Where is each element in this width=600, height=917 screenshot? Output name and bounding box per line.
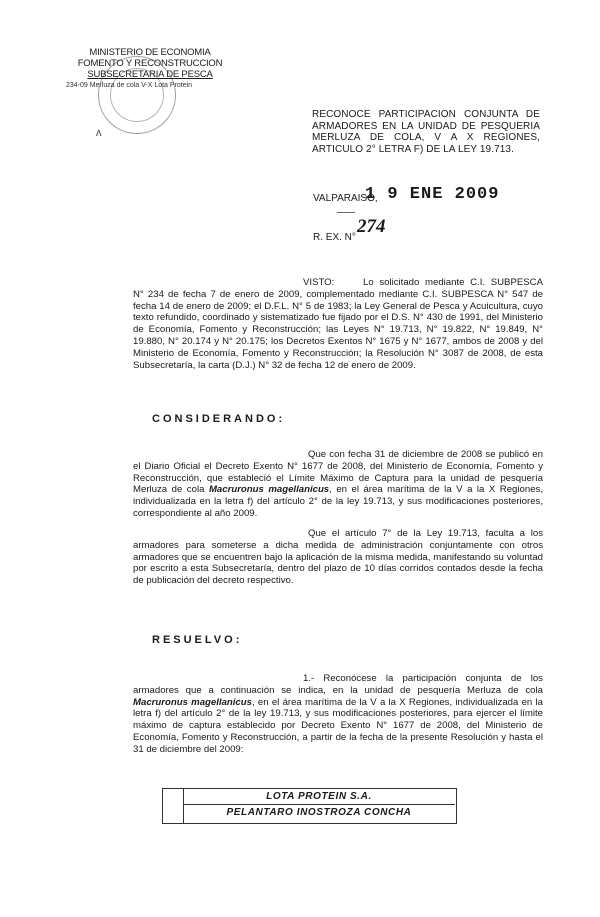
undersecretariat-name: SUBSECRETARIA DE PESCA [87,69,213,80]
ministry-letterhead [70,47,230,80]
visto-text: SUBPESCA N° 234 de fecha 7 de enero de 2009, complementado mediante C.I. SUBPESCA N° 547 de fecha 14 de enero de 2009; el D.F.L. N° 5 de 1983; la Ley General de Pesca y Acuicultura, cuyo texto refundido, coordinado y sistematizado fue fijado por el D.S. N° 430 de 1991, del Ministerio de Economía, Fomento y Reconstrucción; las Leyes N° 19.713, N° 19.822, N° 19.849, N° 19.880, N° 20.174 y N° 20.175; los Decretos Exentos N° 1675 y N° 1677, ambos de 2008 y del Ministerio de Economía, Fomento y Reconstrucción; la Resolución N° 3087 de 2008, de esta Subsecretaría, la carta (D.J.) N° 32 de fecha 12 de enero de 2009. [133,277,543,371]
resolution-label: R. EX. N° [313,232,356,243]
considerando-p2-lead: Que el artículo 7° de la Ley 19.713, faculta a [308,528,525,539]
considerando-paragraph-1 [133,449,543,520]
stamp-dash [337,212,355,213]
company-row: LOTA PROTEIN S.A. [266,791,372,802]
species-name: Macruronus magellanicus [208,484,330,496]
resuelvo-item-text-b: , en el área marítima de la V a la X Regiones, individualizada en la letra f) del artículo 2° de la ley 19.713, y sus modificaciones posteriores, para ejercer el límite máximo de captura establecido por Decreto Exento N° 1677 de 2008, del Ministerio de Economía, Fomento y Reconstrucción, a partir de la fecha de la presente Resolución y hasta el 31 de diciembre del 2009: [133,696,543,755]
visto-lead: Lo solicitado mediante C.I. [363,277,486,288]
considerando-p1-text-a: publicó en el Diario Oficial el Decreto Exento N° 1677 de 2008, del Ministerio de Economía, Fomento y Reconstrucción, que estableció el Límite Máximo de Captura para la unidad de pesquería Merluza de cola [133,449,543,496]
considerando-paragraph-2 [133,528,543,587]
resolution-number: 274 [357,216,386,237]
considerando-p1-lead: Que con fecha 31 de diciembre de 2008 se [308,449,496,460]
initials-mark: ᴧ [96,127,102,139]
visto-paragraph [133,277,543,371]
considerando-heading: CONSIDERANDO: [152,413,286,425]
considerando-p1-text-b: , en el área marítima de la V a la X Regiones, individualizada en la letra f) del artículo 2° de la ley 19.713, y sus modificaciones posteriores, correspondiente al año 2009. [133,484,543,519]
resuelvo-item-1 [133,673,543,756]
resuelvo-heading: RESUELVO: [152,634,243,646]
resuelvo-item-text-a: los armadores que a continuación se indica, en la unidad de pesquería Merluza de cola [133,673,543,696]
date-stamp: 1 9 ENE 2009 [365,185,500,204]
species-name: Macruronus magellanicus [133,696,252,708]
visto-label: VISTO: [303,277,335,288]
resolution-subject: RECONOCE PARTICIPACION CONJUNTA DE ARMADORES EN LA UNIDAD DE PESQUERIA MERLUZA DE COLA, V A X REGIONES, ARTICULO 2° LETRA F) DE LA LEY 19.713. [312,109,540,155]
table-divider [183,804,455,805]
place-label: VALPARAISO, [313,193,378,204]
company-row: PELANTARO INOSTROZA CONCHA [226,807,412,818]
ministry-department: FOMENTO Y RECONSTRUCCION [77,58,223,69]
considerando-p2-text: los armadores para someterse a dicha medida de administración conjuntamente con otros armadores que se encuentren bajo la aplicación de la misma medida, manifestando su voluntad por escrito a esta Subsecretaría, dentro del plazo de 10 días corridos contados desde la fecha de publicación del decreto respectivo. [133,528,543,587]
file-reference: 234-09 Merluza de cola V-X Lota Protein [66,82,193,89]
ministry-name: MINISTERIO DE ECONOMIA [89,47,211,58]
resuelvo-item-lead: 1.- Reconócese la participación conjunta de [303,673,522,684]
